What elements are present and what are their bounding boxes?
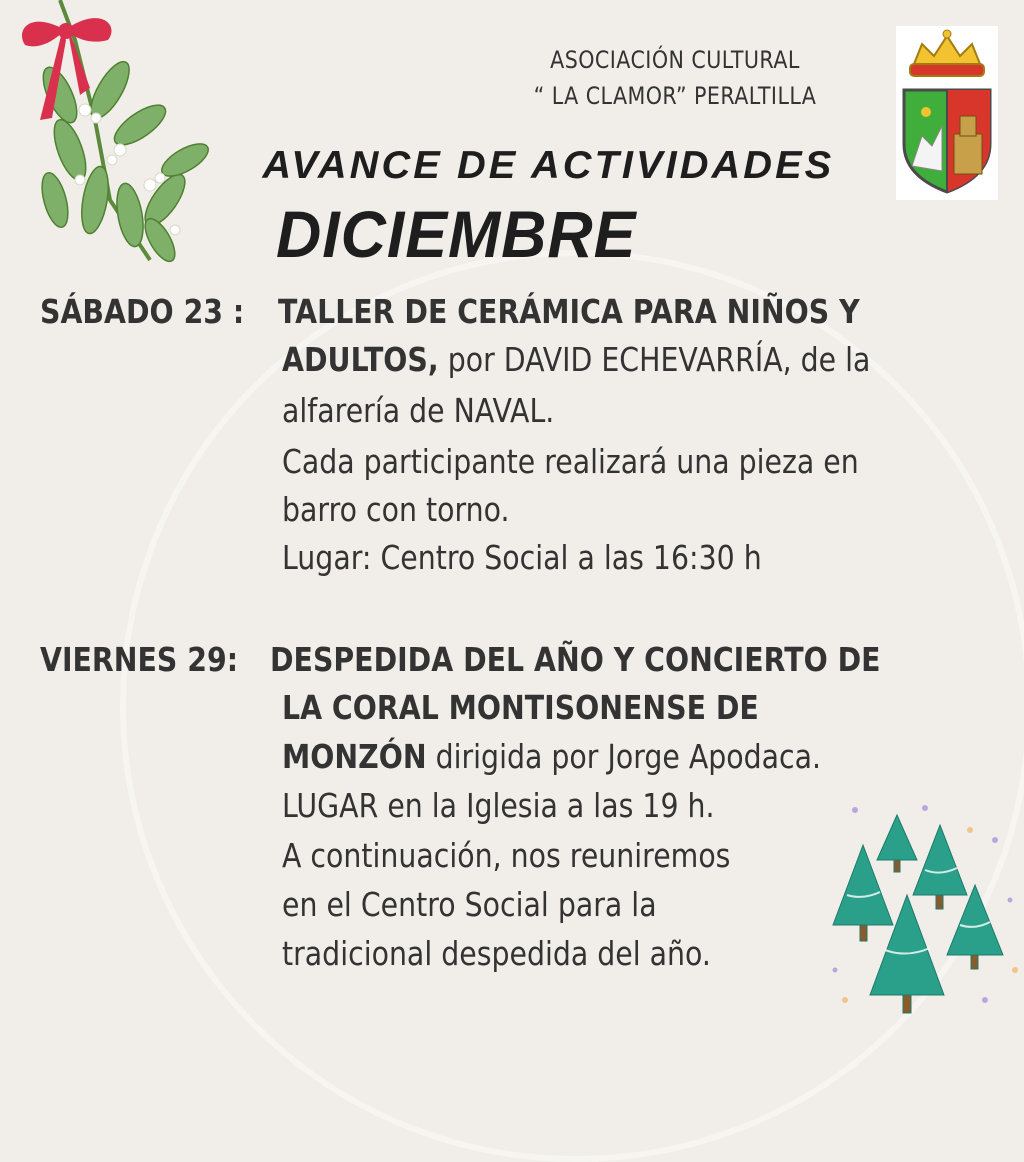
event-1-line-2-rest: por DAVID ECHEVARRÍA, de la <box>438 340 871 379</box>
event-1-line-5: barro con torno. <box>282 490 510 529</box>
month-title: DICIEMBRE <box>276 197 637 271</box>
event-2-title-line-1: DESPEDIDA DEL AÑO Y CONCIERTO DE <box>270 640 881 679</box>
event-2-title-line-2: LA CORAL MONTISONENSE DE <box>282 688 759 727</box>
mistletoe-icon <box>0 0 230 270</box>
event-1-date: SÁBADO 23 : <box>40 292 245 331</box>
event-2-date: VIERNES 29: <box>40 640 239 679</box>
association-line-2: “ LA CLAMOR” PERALTILLA <box>533 82 817 110</box>
association-line-1: ASOCIACIÓN CULTURAL <box>550 46 800 74</box>
event-1-line-3: alfarería de NAVAL. <box>282 391 555 430</box>
association-name <box>499 42 852 114</box>
event-2-title-line-3: MONZÓN <box>282 737 427 776</box>
event-1-line-6: Lugar: Centro Social a las 16:30 h <box>282 538 762 577</box>
event-2-line-3-rest: dirigida por Jorge Apodaca. <box>426 737 822 776</box>
christmas-trees-icon <box>825 800 1024 1024</box>
event-2-line-5: A continuación, nos reuniremos <box>282 836 731 875</box>
subtitle: AVANCE DE ACTIVIDADES <box>262 144 835 187</box>
event-1-line-4: Cada participante realizará una pieza en <box>282 442 859 481</box>
coat-of-arms-icon <box>896 26 998 200</box>
event-2-line-7: tradicional despedida del año. <box>282 934 711 973</box>
event-1-title-line-1: TALLER DE CERÁMICA PARA NIÑOS Y <box>278 292 860 331</box>
event-1-title-line-2: ADULTOS, <box>282 340 439 379</box>
event-2-line-3 <box>282 737 821 776</box>
coat-of-arms <box>896 26 998 200</box>
event-2-line-6: en el Centro Social para la <box>282 885 657 924</box>
event-2-line-4: LUGAR en la Iglesia a las 19 h. <box>282 786 715 825</box>
event-1-line-2 <box>282 340 870 379</box>
